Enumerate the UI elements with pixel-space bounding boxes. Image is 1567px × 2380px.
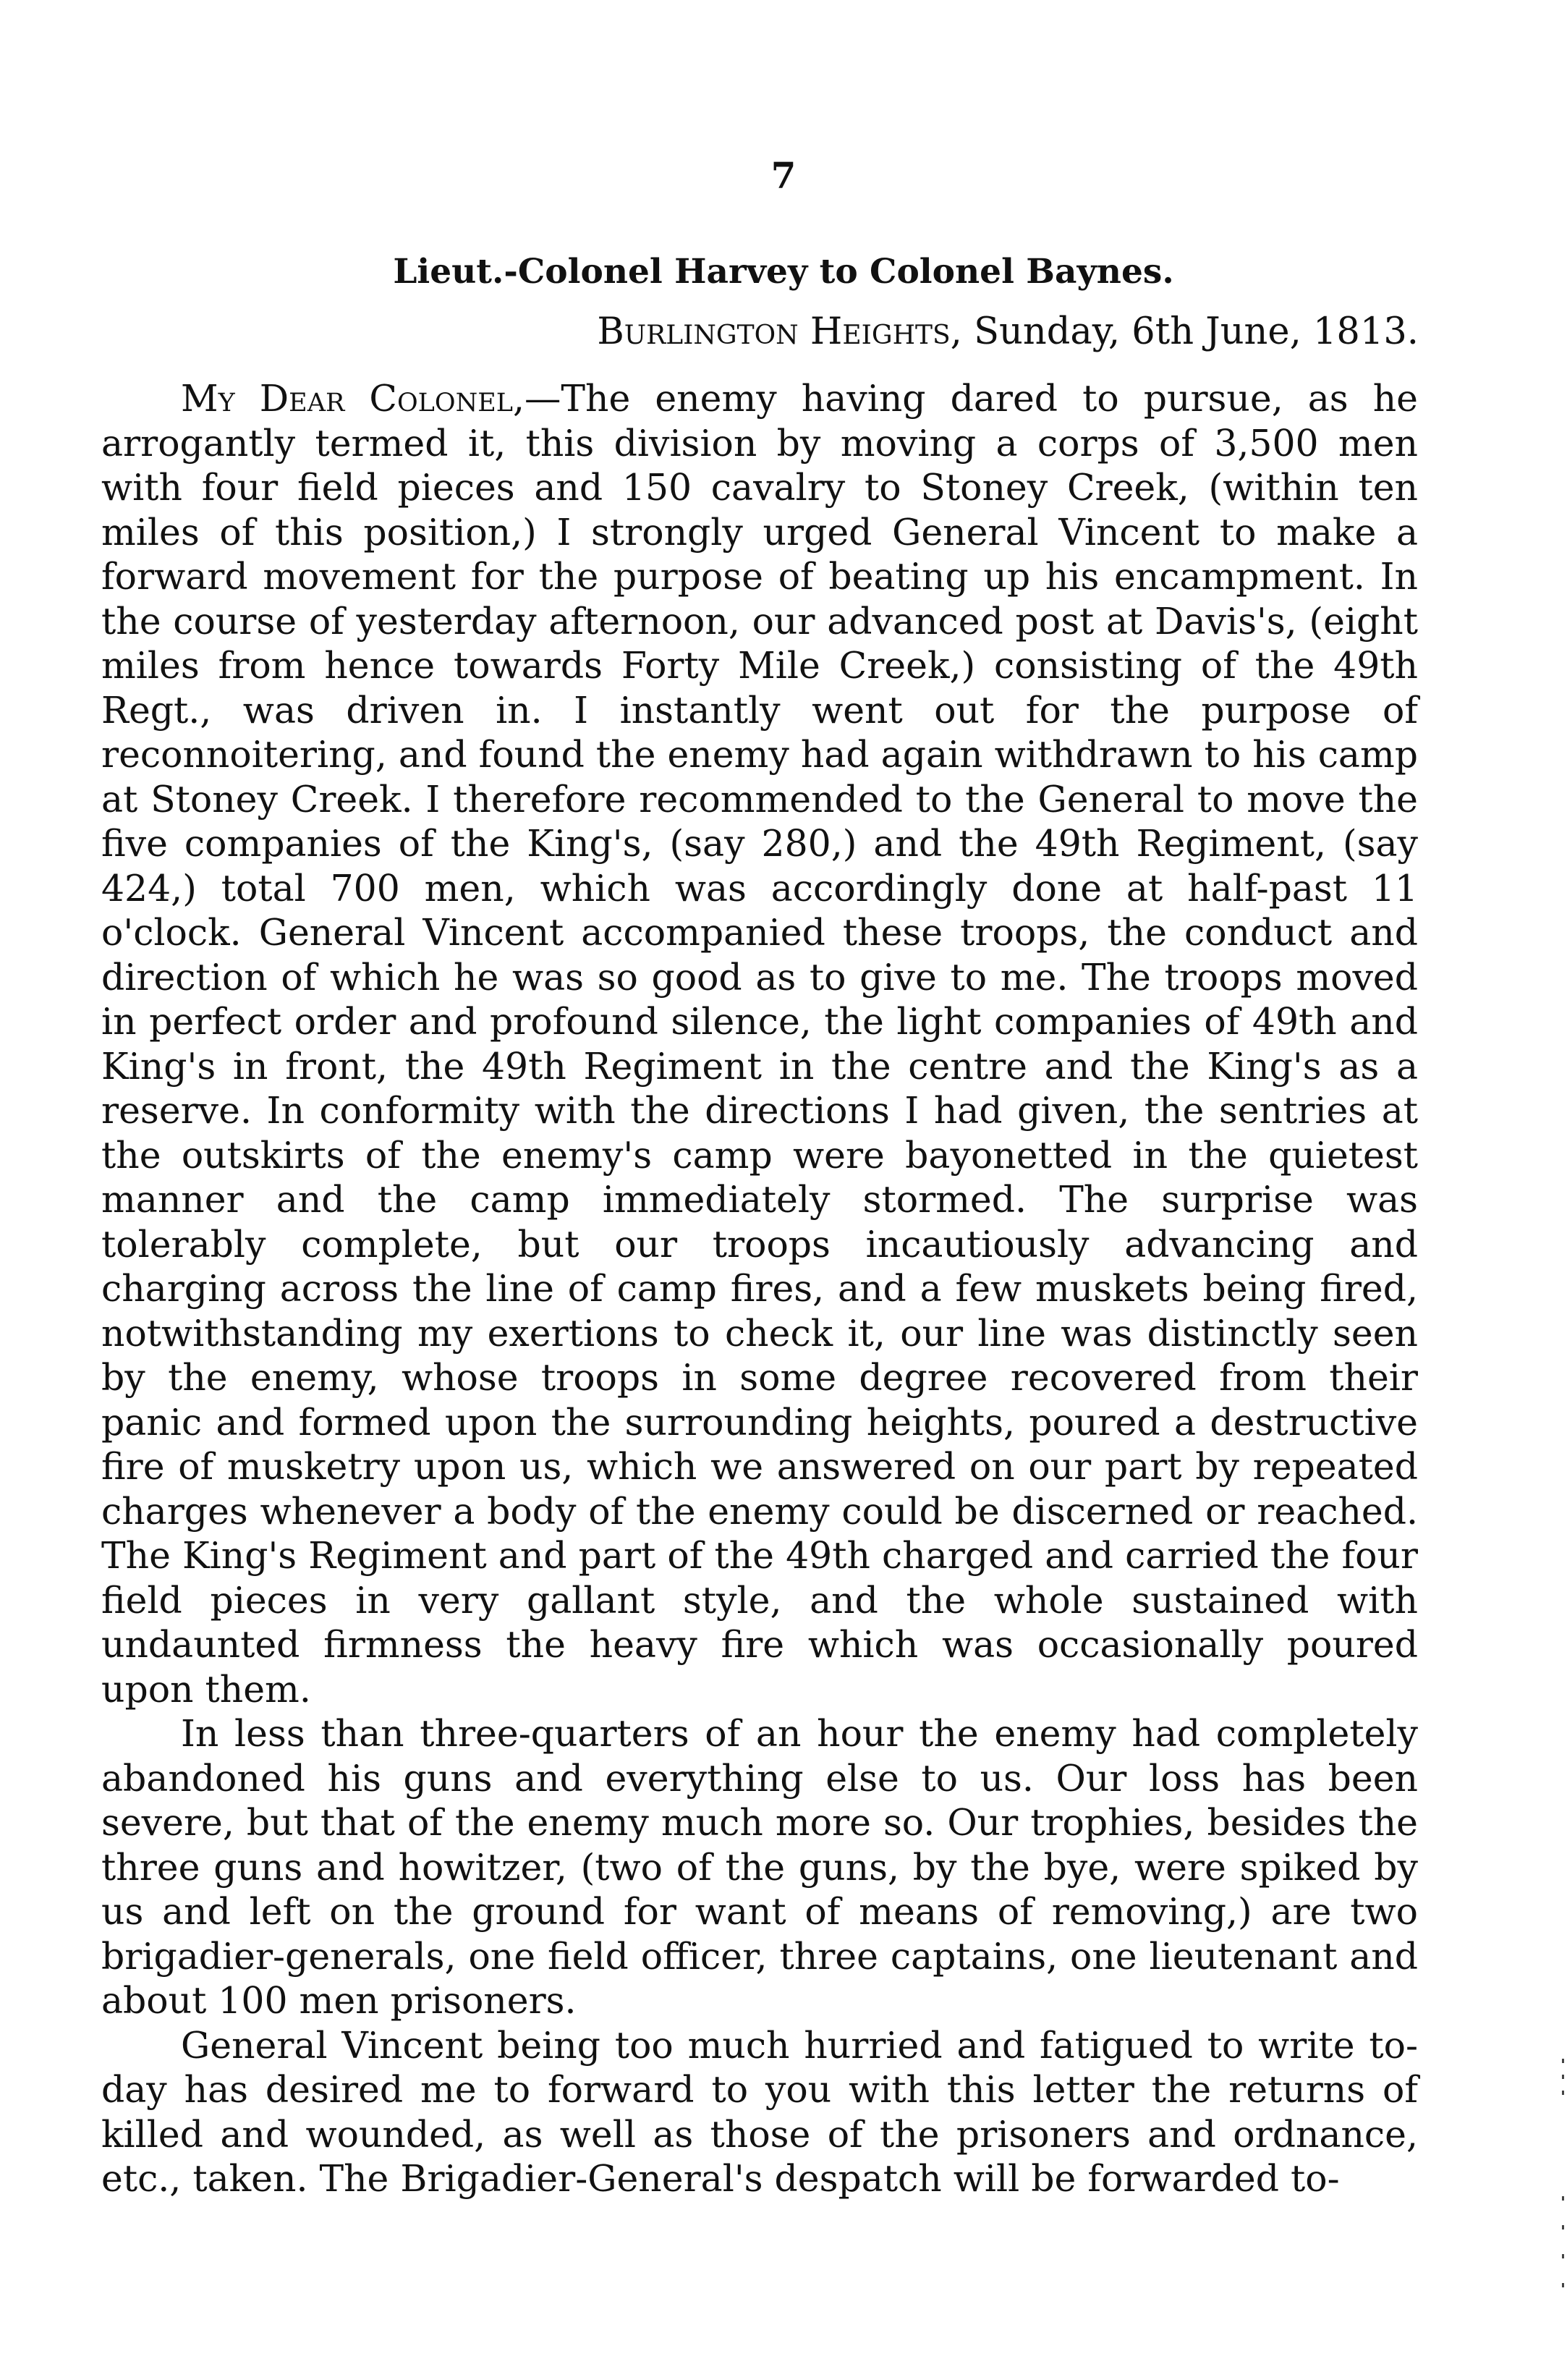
body-paragraph-1: [101, 376, 1418, 1711]
scan-edge-mark: [1562, 2196, 1564, 2201]
letter-body: [101, 376, 1418, 2201]
scan-edge-mark: [1562, 2283, 1564, 2287]
letter-heading: Lieut.-Colonel Harvey to Colonel Baynes.: [393, 252, 1174, 292]
scan-edge-mark: [1562, 2225, 1564, 2229]
dateline-date: Sunday, 6th June, 1813.: [961, 310, 1419, 353]
dateline: [597, 310, 1419, 354]
scan-edge-mark: [1562, 2075, 1564, 2079]
scan-edge-mark: [1562, 2091, 1564, 2095]
scan-edge-mark: [1562, 2059, 1564, 2063]
scan-edge-mark: [1562, 2254, 1564, 2258]
paragraph-1-text: —The enemy having dared to pursue, as he arrogantly termed it, this division by moving a corps of 3,500 men with four field pieces and 150 cavalry to Stoney Creek, (within ten miles of this position,) I strongly urged General Vincent to make a forward movement for the purpose of beating up his encampment. In the course of yesterday afternoon, our advanced post at Davis's, (eight miles from hence towards Forty Mile Creek,) consisting of the 49th Regt., was driven in. I instantly went out for the purpose of reconnoitering, and found the enemy had again withdrawn to his camp at Stoney Creek. I therefore recommended to the General to move the five companies of the King's, (say 280,) and the 49th Regiment, (say 424,) total 700 men, which was accordingly done at half-past 11 o'clock. General Vincent accompanied these troops, the conduct and direction of which he was so good as to give to me. The troops moved in perfect order and profound silence, the light companies of 49th and King's in front, the 49th Regiment in the centre and the King's as a reserve. In conformity with the directions I had given, the sentries at the outskirts of the enemy's camp were bayonetted in the quietest manner and the camp immediately stormed. The surprise was tolerably complete, but our troops incautiously advancing and charging across the line of camp fires, and a few muskets being fired, notwithstanding my exertions to check it, our line was distinctly seen by the enemy, whose troops in some degree recovered from their panic and formed upon the surrounding heights, poured a destructive fire of musketry upon us, which we answered on our part by repeated charges whenever a body of the enemy could be discerned or reached. The King's Regiment and part of the 49th charged and carried the four field pieces in very gallant style, and the whole sustained with undaunted firmness the heavy fire which was occasionally poured upon them.: [101, 377, 1418, 1711]
salutation: My Dear Colonel,: [181, 377, 525, 420]
body-paragraph-3: General Vincent being too much hurried and fatigued to write to-day has desired me to forward to you with this letter the returns of killed and wounded, as well as those of the prisoners and ordnance, etc., taken. The Brigadier-General's despatch will be forwarded to-: [101, 2023, 1418, 2200]
dateline-place: Burlington Heights,: [597, 310, 962, 353]
scan-edge-marks: [1560, 2059, 1564, 2319]
body-paragraph-2: In less than three-quarters of an hour the enemy had completely abandoned his guns and everything else to us. Our loss has been severe, but that of the enemy much more so. Our trophies, besides the three guns and howitzer, (two of the guns, by the bye, were spiked by us and left on the ground for want of means of removing,) are two brigadier-generals, one field officer, three captains, one lieutenant and about 100 men prisoners.: [101, 1712, 1418, 2022]
page-number: 7: [770, 154, 797, 197]
